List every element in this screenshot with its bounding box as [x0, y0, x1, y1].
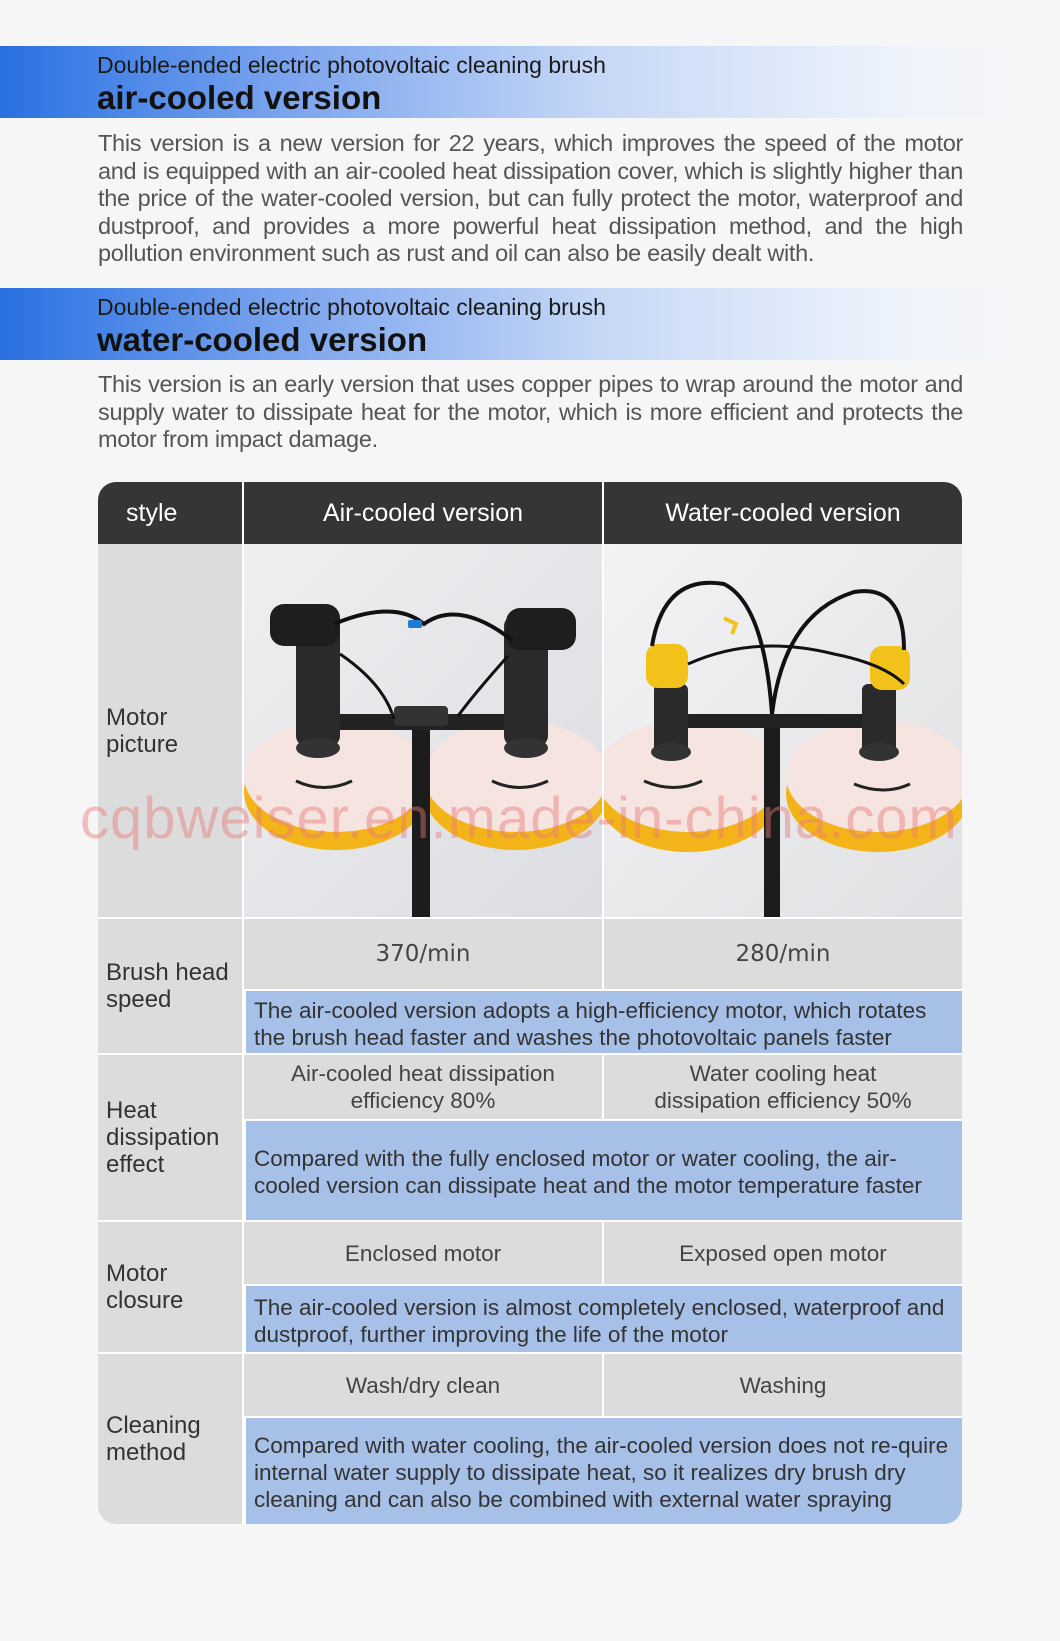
water-cooled-cleaning: Washing: [604, 1354, 962, 1416]
section-title: air-cooled version: [97, 79, 382, 116]
row-label-cleaning-method: [98, 1354, 242, 1524]
section-title: water-cooled version: [97, 321, 428, 358]
water-cooled-motor-photo: [604, 544, 962, 917]
section-description: This version is an early version that uses copper pipes to wrap around the motor and supply water to dissipate heat for the motor, which is more efficient and protects the motor from impact damage.: [98, 371, 963, 452]
section-subtitle: Double-ended electric photovoltaic cleaning brush: [97, 52, 606, 78]
heat-note: Compared with the fully enclosed motor or water cooling, the air-cooled version can dissipate heat and the motor temperature faster: [246, 1121, 962, 1220]
table-header-air: Air-cooled version: [244, 482, 602, 544]
speed-note: The air-cooled version adopts a high-efficiency motor, which rotates the brush head faster and washes the photovoltaic panels faster: [246, 991, 962, 1053]
air-cooled-speed: 370/min: [244, 919, 602, 989]
row-label-heat-dissipation: [98, 1055, 242, 1220]
table-header-water: Water-cooled version: [604, 482, 962, 544]
row-label-motor-picture: [98, 544, 242, 917]
closure-note: The air-cooled version is almost completely enclosed, waterproof and dustproof, further improving the life of the motor: [246, 1286, 962, 1352]
table-header-style: style: [98, 482, 242, 544]
comparison-table: [98, 482, 962, 1524]
row-label-brush-head-speed: [98, 919, 242, 1053]
section-description: This version is a new version for 22 years, which improves the speed of the motor and is equipped with an air-cooled heat dissipation cover, which is slightly higher than the price of the water-cooled version, but can fully protect the motor, waterproof and dustproof, and provides a more powerful heat dissipation method, and the high pollution environment such as rust and oil can also be easily dealt with.: [98, 130, 963, 266]
row-label-text: Cleaning method: [106, 1412, 201, 1466]
section-banner-air-cooled: [0, 46, 1060, 118]
row-label-text: Brush head speed: [106, 959, 229, 1013]
air-cooled-closure: Enclosed motor: [244, 1222, 602, 1284]
water-cooled-heat: Water cooling heat dissipation efficiency 50%: [604, 1055, 962, 1119]
row-label-text: Motor picture: [106, 703, 179, 758]
cleaning-note: Compared with water cooling, the air-cooled version does not re-quire internal water supply to dissipate heat, so it realizes dry brush dry cleaning and can also be combined with external water spraying: [246, 1418, 962, 1524]
air-cooled-cleaning: Wash/dry clean: [244, 1354, 602, 1416]
row-label-text: Heat dissipation effect: [106, 1097, 220, 1178]
row-label-motor-closure: [98, 1222, 242, 1352]
section-subtitle: Double-ended electric photovoltaic cleaning brush: [97, 294, 606, 320]
section-banner-water-cooled: [0, 288, 1060, 360]
water-cooled-speed: 280/min: [604, 919, 962, 989]
watermark: cqbweiser.en.made-in-china.com: [80, 786, 958, 851]
air-cooled-motor-photo: [244, 544, 602, 917]
water-cooled-closure: Exposed open motor: [604, 1222, 962, 1284]
row-label-text: Motor closure: [106, 1260, 184, 1314]
air-cooled-heat: Air-cooled heat dissipation efficiency 80%: [244, 1055, 602, 1119]
